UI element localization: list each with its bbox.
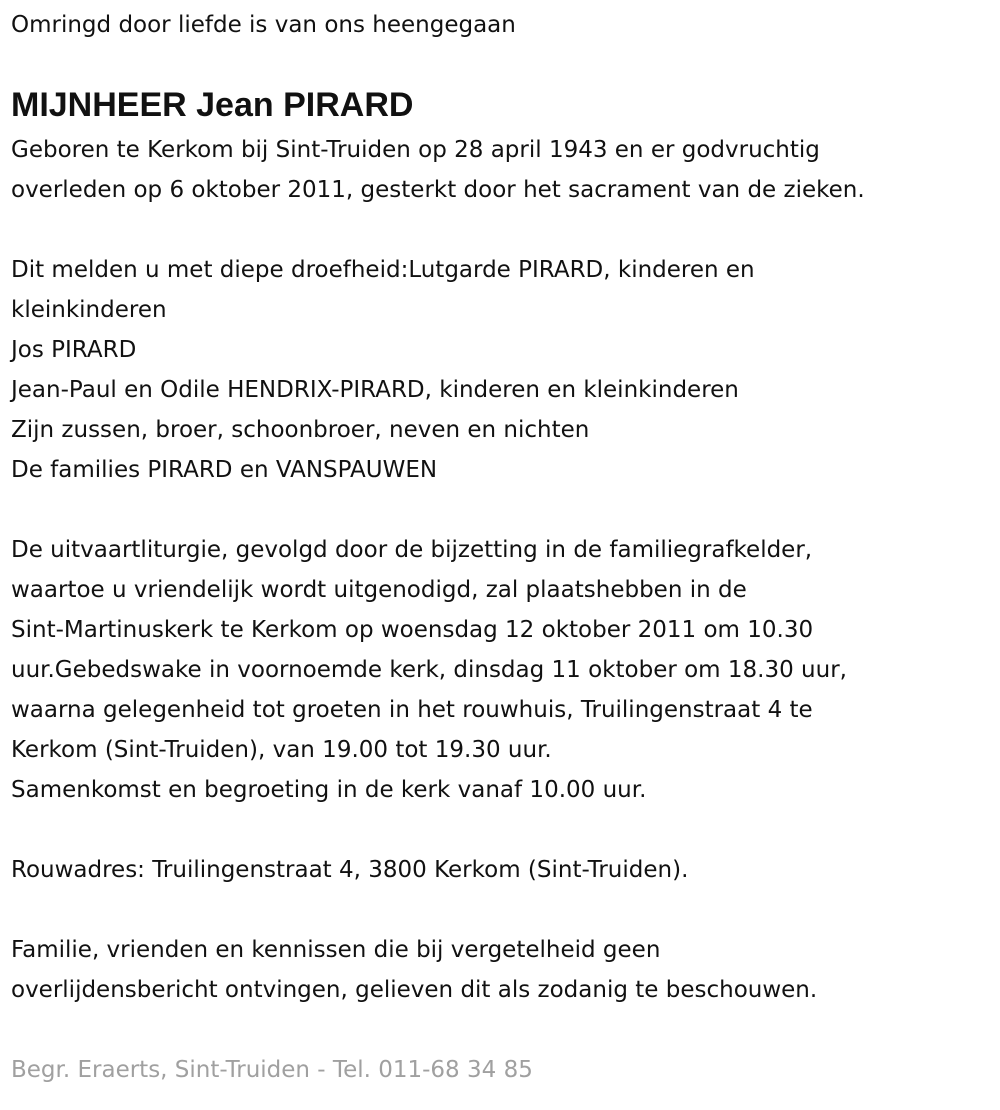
birth-death-paragraph (11, 130, 1000, 210)
text-line: uur.Gebedswake in voornoemde kerk, dinsdag 11 oktober om 18.30 uur, (11, 657, 847, 683)
deceased-name: MIJNHEER Jean PIRARD (11, 86, 414, 124)
intro-text: Omringd door liefde is van ons heengegaan (11, 12, 516, 38)
notice-paragraph (11, 930, 1000, 1010)
text-line: overleden op 6 oktober 2011, gesterkt door het sacrament van de zieken. (11, 177, 865, 203)
funeral-paragraph (11, 530, 1000, 810)
text-line: Samenkomst en begroeting in de kerk vanaf 10.00 uur. (11, 777, 647, 803)
text-line: Sint-Martinuskerk te Kerkom op woensdag 12 oktober 2011 om 10.30 (11, 617, 814, 643)
text-line: De uitvaartliturgie, gevolgd door de bijzetting in de familiegrafkelder, (11, 537, 813, 563)
text-line: Jos PIRARD (11, 337, 137, 363)
text-line: Zijn zussen, broer, schoonbroer, neven en nichten (11, 417, 590, 443)
mourning-address: Rouwadres: Truilingenstraat 4, 3800 Kerkom (Sint-Truiden). (11, 857, 689, 883)
text-line: overlijdensbericht ontvingen, gelieven dit als zodanig te beschouwen. (11, 977, 818, 1003)
family-paragraph (11, 250, 1000, 490)
text-line: Geboren te Kerkom bij Sint-Truiden op 28 april 1943 en er godvruchtig (11, 137, 820, 163)
text-line: Kerkom (Sint-Truiden), van 19.00 tot 19.30 uur. (11, 737, 552, 763)
text-line: Jean-Paul en Odile HENDRIX-PIRARD, kinderen en kleinkinderen (11, 377, 739, 403)
text-line: Dit melden u met diepe droefheid:Lutgarde PIRARD, kinderen en (11, 257, 755, 283)
text-line: kleinkinderen (11, 297, 167, 323)
funeral-home-footer: Begr. Eraerts, Sint-Truiden - Tel. 011-68 34 85 (11, 1057, 533, 1083)
text-line: waartoe u vriendelijk wordt uitgenodigd, zal plaatshebben in de (11, 577, 747, 603)
text-line: waarna gelegenheid tot groeten in het rouwhuis, Truilingenstraat 4 te (11, 697, 813, 723)
text-line: Familie, vrienden en kennissen die bij vergetelheid geen (11, 937, 661, 963)
text-line: De families PIRARD en VANSPAUWEN (11, 457, 438, 483)
